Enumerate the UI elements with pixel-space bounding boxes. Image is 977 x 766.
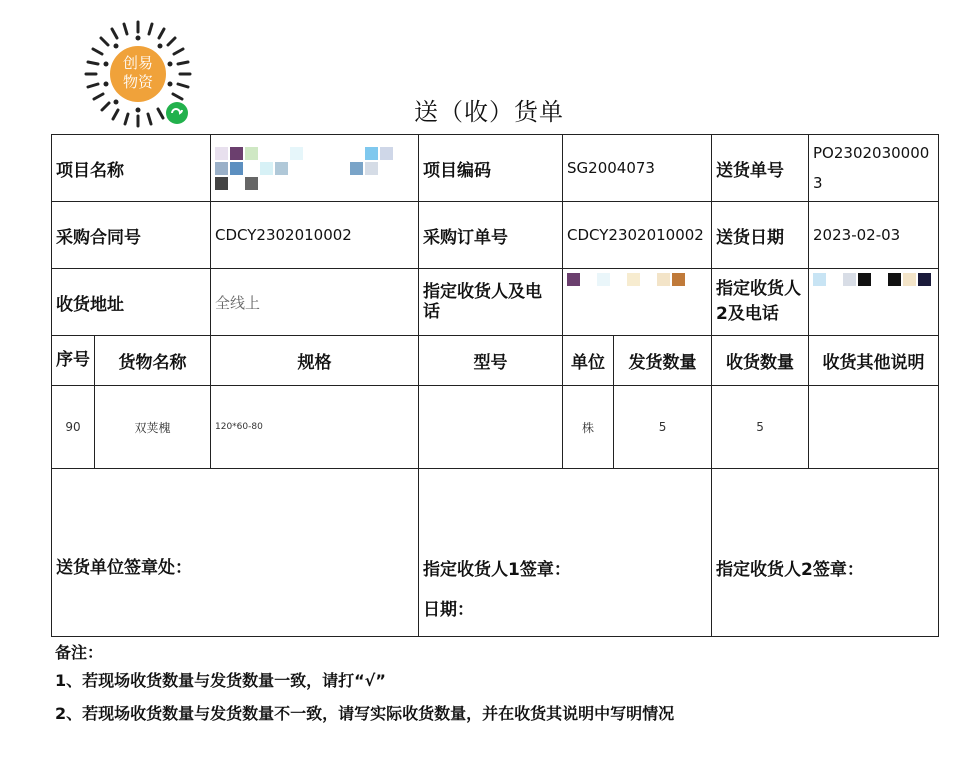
receiver1-signature-label: 指定收货人1签章： xyxy=(423,560,571,580)
item-spec: 120*60-80 xyxy=(211,386,419,469)
notes-line-2: 2、若现场收货数量与发货数量不一致，请写实际收货数量，并在收货其说明中写明情况 xyxy=(55,704,675,723)
project-code-value: SG2004073 xyxy=(563,135,712,202)
redacted-mosaic xyxy=(813,273,934,286)
item-recv-qty: 5 xyxy=(712,386,809,469)
row-project xyxy=(52,135,939,202)
sender-signature-label: 送货单位签章处： xyxy=(56,558,192,578)
row-address xyxy=(52,269,939,336)
receiver2-label: 指定收货人2及电话 xyxy=(712,269,809,336)
row-contract xyxy=(52,202,939,269)
delivery-no-line1: PO2302030000 xyxy=(813,144,930,162)
company-logo xyxy=(82,18,194,130)
item-seq: 90 xyxy=(52,386,95,469)
receiver1-signature-area xyxy=(419,469,712,637)
project-name-value-redacted xyxy=(211,135,419,202)
col-header-unit: 单位 xyxy=(563,336,614,386)
project-code-label: 项目编码 xyxy=(419,135,563,202)
item-ship-qty: 5 xyxy=(614,386,712,469)
project-name-label: 项目名称 xyxy=(52,135,211,202)
sender-signature-area xyxy=(52,469,419,637)
col-header-seq: 序号 xyxy=(52,336,95,386)
order-value: CDCY2302010002 xyxy=(563,202,712,269)
col-header-name: 货物名称 xyxy=(95,336,211,386)
col-header-spec: 规格 xyxy=(211,336,419,386)
logo-text xyxy=(110,54,166,92)
item-unit: 株 xyxy=(563,386,614,469)
receiver1-value-redacted xyxy=(563,269,712,336)
notes-line-1: 1、若现场收货数量与发货数量一致，请打“√” xyxy=(55,671,386,690)
delivery-no-value xyxy=(809,135,939,202)
signature-row xyxy=(52,469,939,637)
redacted-mosaic xyxy=(215,147,395,190)
col-header-recv-qty: 收货数量 xyxy=(712,336,809,386)
signature-date-label: 日期： xyxy=(423,600,474,620)
logo-text-line2: 物资 xyxy=(122,73,153,91)
contract-label: 采购合同号 xyxy=(52,202,211,269)
item-name: 双荚槐 xyxy=(95,386,211,469)
col-header-model: 型号 xyxy=(419,336,563,386)
receiver2-signature-label: 指定收货人2签章： xyxy=(716,560,864,580)
notes-section xyxy=(55,642,674,730)
document-title: 送（收）货单 xyxy=(414,98,564,126)
address-value: 全线上 xyxy=(211,269,419,336)
item-model xyxy=(419,386,563,469)
delivery-no-label: 送货单号 xyxy=(712,135,809,202)
address-label: 收货地址 xyxy=(52,269,211,336)
notes-heading: 备注： xyxy=(55,643,104,662)
item-remark xyxy=(809,386,939,469)
receiver2-value-redacted xyxy=(809,269,939,336)
table-row xyxy=(52,386,939,469)
receiver1-label: 指定收货人及电话 xyxy=(419,269,563,336)
contract-value: CDCY2302010002 xyxy=(211,202,419,269)
order-label: 采购订单号 xyxy=(419,202,563,269)
delivery-date-value: 2023-02-03 xyxy=(809,202,939,269)
logo-text-line1: 创易 xyxy=(122,54,153,72)
delivery-form-table xyxy=(51,134,939,637)
receiver2-signature-area xyxy=(712,469,939,637)
redacted-mosaic xyxy=(567,273,707,286)
col-header-ship-qty: 发货数量 xyxy=(614,336,712,386)
delivery-date-label: 送货日期 xyxy=(712,202,809,269)
delivery-no-line2: 3 xyxy=(813,174,823,192)
col-header-remark: 收货其他说明 xyxy=(809,336,939,386)
items-header-row xyxy=(52,336,939,386)
